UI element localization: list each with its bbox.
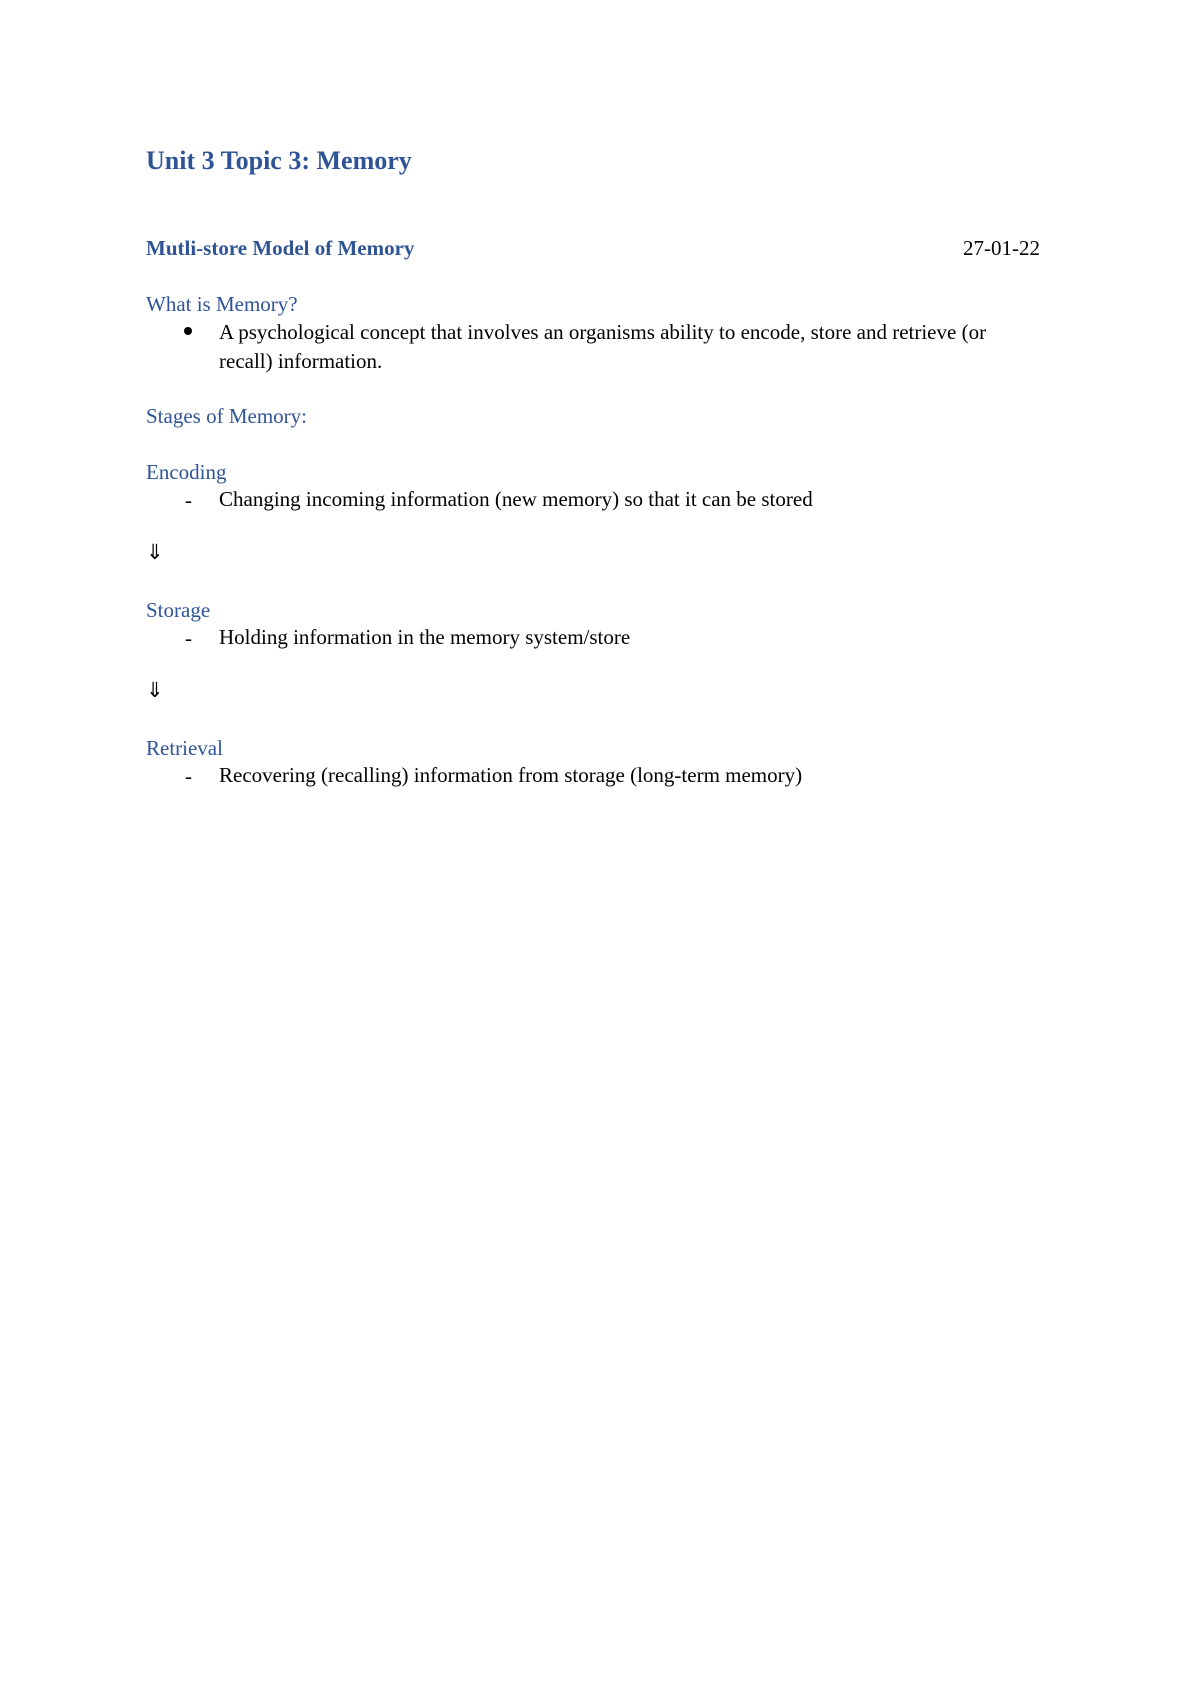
- note-date: 27-01-22: [963, 236, 1040, 260]
- stages-heading: Stages of Memory:: [146, 404, 307, 428]
- memory-definition: A psychological concept that involves an organisms ability to encode, store and retrieve (or recall) information.: [219, 320, 987, 373]
- section-heading: Mutli-store Model of Memory: [146, 236, 415, 260]
- down-arrow-icon: ⇓: [146, 678, 164, 702]
- retrieval-heading: Retrieval: [146, 736, 223, 760]
- bullet-icon: [184, 327, 192, 335]
- document-title: Unit 3 Topic 3: Memory: [146, 146, 412, 175]
- down-arrow-icon: ⇓: [146, 540, 164, 564]
- what-is-memory-heading: What is Memory?: [146, 292, 298, 316]
- retrieval-description: Recovering (recalling) information from storage (long-term memory): [219, 763, 803, 787]
- dash-marker: -: [185, 488, 192, 512]
- storage-description: Holding information in the memory system/store: [219, 625, 631, 649]
- encoding-heading: Encoding: [146, 460, 227, 484]
- dash-marker: -: [185, 764, 192, 788]
- encoding-description: Changing incoming information (new memory) so that it can be stored: [219, 487, 813, 511]
- dash-marker: -: [185, 626, 192, 650]
- storage-heading: Storage: [146, 598, 211, 622]
